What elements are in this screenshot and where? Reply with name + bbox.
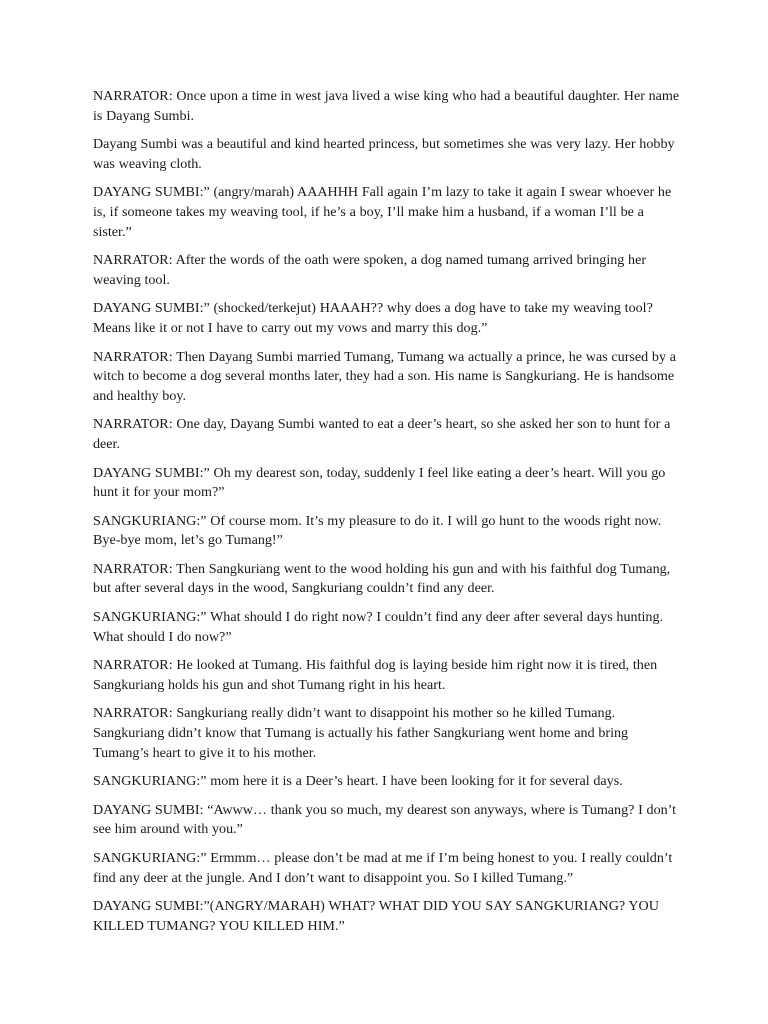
paragraph-11: SANGKURIANG:” What should I do right now? I couldn’t find any deer after several days hunting. What should I do now?” [93, 609, 664, 645]
document-body [93, 87, 683, 945]
paragraph-8: DAYANG SUMBI:” Oh my dearest son, today, suddenly I feel like eating a deer’s heart. Will you go hunt it for your mom?” [93, 464, 666, 501]
paragraph-13: NARRATOR: Sangkuriang really didn’t want to disappoint his mother so he killed Tumang. Sangkuriang didn’t know that Tumang is actually his father Sangkuriang went home and bring Tumang’s heart to give it to his mother. [93, 705, 629, 761]
paragraph-7: NARRATOR: One day, Dayang Sumbi wanted to eat a deer’s heart, so she asked her son to hunt for a deer. [93, 416, 671, 452]
paragraph-17: DAYANG SUMBI:”(ANGRY/MARAH) WHAT? WHAT DID YOU SAY SANGKURIANG? YOU KILLED TUMANG? YOU KILLED HIM.” [93, 898, 659, 934]
paragraph-16: SANGKURIANG:” Ermmm… please don’t be mad at me if I’m being honest to you. I really couldn’t find any deer at the jungle. And I don’t want to disappoint you. So I killed Tumang.” [93, 850, 673, 886]
paragraph-1: NARRATOR: Once upon a time in west java lived a wise king who had a beautiful daughter. Her name is Dayang Sumbi. [93, 88, 680, 124]
paragraph-3: DAYANG SUMBI:” (angry/marah) AAAHHH Fall again I’m lazy to take it again I swear whoever he is, if someone takes my weaving tool, if he’s a boy, I’ll make him a husband, if a woman I’ll be a sister.” [93, 184, 672, 240]
paragraph-9: SANGKURIANG:” Of course mom. It’s my pleasure to do it. I will go hunt to the woods right now. Bye-bye mom, let’s go Tumang!” [93, 512, 662, 549]
paragraph-12: NARRATOR: He looked at Tumang. His faithful dog is laying beside him right now it is tired, then Sangkuriang holds his gun and shot Tumang right in his heart. [93, 657, 658, 693]
paragraph-2: Dayang Sumbi was a beautiful and kind hearted princess, but sometimes she was very lazy. Her hobby was weaving cloth. [93, 136, 675, 172]
paragraph-5: DAYANG SUMBI:” (shocked/terkejut) HAAAH?? why does a dog have to take my weaving tool? Means like it or not I have to carry out my vows and marry this dog.” [93, 300, 653, 336]
paragraph-14: SANGKURIANG:” mom here it is a Deer’s heart. I have been looking for it for several days. [93, 773, 623, 790]
paragraph-10: NARRATOR: Then Sangkuriang went to the wood holding his gun and with his faithful dog Tumang, but after several days in the wood, Sangkuriang couldn’t find any deer. [93, 560, 671, 597]
paragraph-4: NARRATOR: After the words of the oath were spoken, a dog named tumang arrived bringing her weaving tool. [93, 252, 647, 288]
paragraph-6: NARRATOR: Then Dayang Sumbi married Tumang, Tumang wa actually a prince, he was cursed by a witch to become a dog several months later, they had a son. His name is Sangkuriang. He is handsome and healthy boy. [93, 348, 676, 404]
paragraph-15: DAYANG SUMBI: “Awww… thank you so much, my dearest son anyways, where is Tumang? I don’t see him around with you.” [93, 801, 677, 838]
